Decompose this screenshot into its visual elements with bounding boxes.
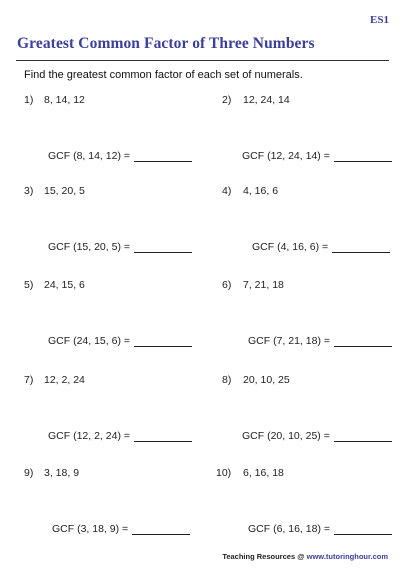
- instructions: Find the greatest common factor of each set of numerals.: [24, 69, 303, 81]
- problem-10: [200, 467, 390, 547]
- answer-line: [252, 241, 390, 253]
- answer-blank[interactable]: [334, 430, 392, 442]
- problem-4: [200, 185, 390, 265]
- worksheet-code: ES1: [370, 14, 389, 26]
- footer-credit: [222, 552, 388, 561]
- problem-6: [200, 279, 390, 359]
- answer-label: GCF (7, 21, 18) =: [248, 335, 330, 347]
- problem-number: 2): [222, 94, 232, 106]
- problem-7: [0, 374, 190, 454]
- answer-line: [52, 523, 190, 535]
- problem-number: 4): [222, 185, 232, 197]
- problem-numbers: 15, 20, 5: [44, 185, 85, 197]
- problem-numbers: 20, 10, 25: [243, 374, 290, 386]
- problem-number: 6): [222, 279, 232, 291]
- problem-numbers: 8, 14, 12: [44, 94, 85, 106]
- problem-8: [200, 374, 390, 454]
- title-divider: [16, 60, 389, 61]
- problem-numbers: 4, 16, 6: [243, 185, 279, 197]
- problem-1: [0, 94, 190, 174]
- answer-line: [242, 150, 392, 162]
- answer-blank[interactable]: [134, 241, 192, 253]
- answer-line: [48, 241, 192, 253]
- answer-blank[interactable]: [334, 335, 392, 347]
- answer-label: GCF (20, 10, 25) =: [242, 430, 330, 442]
- answer-line: [48, 430, 192, 442]
- problem-number: 5): [24, 279, 34, 291]
- footer-url-link[interactable]: www.tutoringhour.com: [306, 552, 388, 561]
- answer-line: [242, 430, 392, 442]
- answer-line: [248, 523, 392, 535]
- answer-line: [48, 335, 192, 347]
- footer-label: Teaching Resources @: [222, 552, 305, 561]
- problem-number: 7): [24, 374, 34, 386]
- problem-number: 8): [222, 374, 232, 386]
- problem-9: [0, 467, 190, 547]
- problem-numbers: 6, 16, 18: [243, 467, 284, 479]
- problem-number: 9): [24, 467, 34, 479]
- problem-numbers: 24, 15, 6: [44, 279, 85, 291]
- answer-label: GCF (6, 16, 18) =: [248, 523, 330, 535]
- answer-blank[interactable]: [334, 150, 392, 162]
- problem-number: 10): [216, 467, 232, 479]
- answer-blank[interactable]: [332, 241, 390, 253]
- answer-blank[interactable]: [134, 430, 192, 442]
- answer-label: GCF (24, 15, 6) =: [48, 335, 130, 347]
- answer-label: GCF (15, 20, 5) =: [48, 241, 130, 253]
- problem-number: 1): [24, 94, 34, 106]
- problem-numbers: 7, 21, 18: [243, 279, 284, 291]
- answer-blank[interactable]: [132, 523, 190, 535]
- page-title: Greatest Common Factor of Three Numbers: [17, 35, 315, 52]
- answer-label: GCF (12, 2, 24) =: [48, 430, 130, 442]
- answer-blank[interactable]: [134, 150, 192, 162]
- answer-label: GCF (12, 24, 14) =: [242, 150, 330, 162]
- answer-blank[interactable]: [334, 523, 392, 535]
- problem-numbers: 3, 18, 9: [44, 467, 80, 479]
- problem-3: [0, 185, 190, 265]
- problem-2: [200, 94, 390, 174]
- answer-label: GCF (4, 16, 6) =: [252, 241, 329, 253]
- answer-blank[interactable]: [134, 335, 192, 347]
- problem-5: [0, 279, 190, 359]
- problem-numbers: 12, 24, 14: [243, 94, 290, 106]
- answer-line: [248, 335, 392, 347]
- answer-label: GCF (3, 18, 9) =: [52, 523, 129, 535]
- answer-line: [48, 150, 192, 162]
- problem-numbers: 12, 2, 24: [44, 374, 85, 386]
- problem-number: 3): [24, 185, 34, 197]
- answer-label: GCF (8, 14, 12) =: [48, 150, 130, 162]
